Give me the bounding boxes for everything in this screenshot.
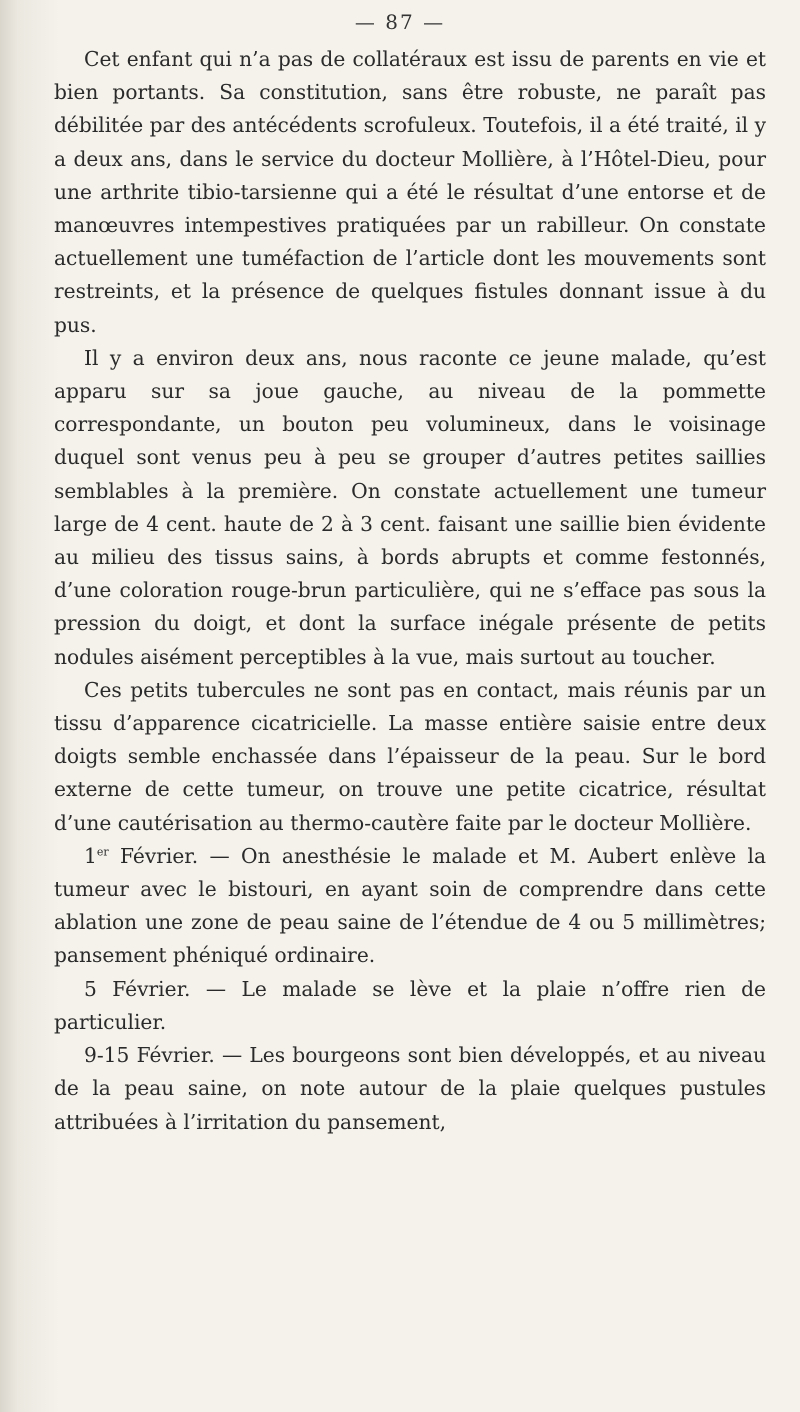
entry-february-1	[54, 840, 766, 973]
entry-text: Février. — Les bourgeons sont bien développés, et au niveau de la peau saine, on note autour de la plaie quelques pustules attribuées à l’irritation du pansement,	[54, 1043, 766, 1134]
entry-day: 5	[84, 976, 97, 1001]
paragraph-family-history: Cet enfant qui n’a pas de collatéraux est issu de parents en vie et bien portants. Sa constitution, sans être robuste, ne paraît pas débilitée par des antécédents scrofuleux. Toutefois, il a été traité, il y a deux ans, dans le service du docteur Mollière, à l’Hôtel-Dieu, pour une arthrite tibio-tarsienne qui a été le résultat d’une entorse et de manœuvres intempestives pratiquées par un rabilleur. On constate actuellement une tuméfaction de l’article dont les mouvements sont restreints, et la présence de quelques fistules donnant issue à du pus.	[54, 47, 766, 337]
paragraph-tumor-description: Ces petits tubercules ne sont pas en contact, mais réunis par un tissu d’apparence cicatricielle. La masse entière saisie entre deux doigts semble enchassée dans l’épaisseur de la peau. Sur le bord externe de cette tumeur, on trouve une petite cicatrice, résultat d’une cautérisation au thermo-cautère faite par le docteur Mollière.	[54, 677, 766, 835]
entry-february-9-15	[54, 1039, 766, 1139]
paragraph-tumor-onset: Il y a environ deux ans, nous raconte ce jeune malade, qu’est apparu sur sa joue gauche, au niveau de la pommette correspondante, un bouton peu volumineux, dans le voisinage duquel sont venus peu à peu se grouper d’autres petites saillies semblables à la première. On constate actuellement une tumeur large de 4 cent. haute de 2 à 3 cent. faisant une saillie bien évidente au milieu des tissus sains, à bords abrupts et comme festonnés, d’une coloration rouge-brun particulière, qui ne s’efface pas sous la pression du doigt, et dont la surface inégale présente de petits nodules aisément perceptibles à la vue, mais surtout au toucher.	[54, 345, 766, 669]
body-text	[54, 43, 766, 1139]
entry-day: 1	[84, 843, 97, 868]
entry-february-5	[54, 973, 766, 1039]
entry-day: 9-15	[84, 1043, 130, 1068]
entry-text: Février. — On anesthésie le malade et M. Aubert enlève la tumeur avec le bistouri, en ayant soin de comprendre dans cette ablation une zone de peau saine de l’étendue de 4 ou 5 millimètres; pansement phéniqué ordinaire.	[54, 843, 766, 968]
page-number: — 87 —	[354, 10, 446, 34]
entry-day-suffix: er	[96, 845, 109, 859]
entry-text: Février. — Le malade se lève et la plaie n’offre rien de particulier.	[54, 976, 766, 1034]
